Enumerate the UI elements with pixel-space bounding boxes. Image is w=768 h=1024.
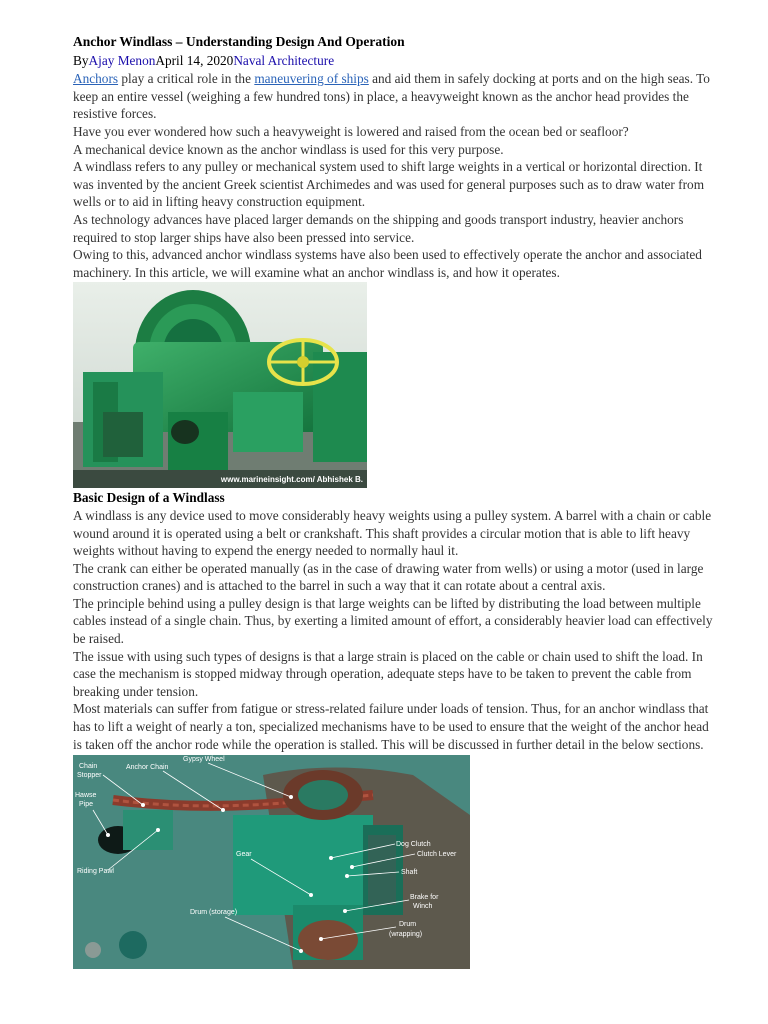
label-drum-wrap-2: (wrapping) <box>389 931 423 939</box>
article <box>73 33 713 969</box>
intro-paragraph-1 <box>73 70 713 123</box>
intro-paragraph-5: As technology advances have placed larger demands on the shipping and goods transport industry, heavier anchors required to stop larger ships have also been pressed into service. <box>73 211 684 245</box>
intro-text-1: play a critical role in the <box>118 71 255 87</box>
intro-paragraph-6: Owing to this, advanced anchor windlass systems have also been used to effectively operate the anchor and associated machinery. In this article, we will examine what an anchor windlass is, and how it operates. <box>73 247 702 280</box>
photo-watermark: www.marineinsight.com/ Abhishek B. <box>220 475 363 485</box>
windlass-labeled-diagram <box>73 755 470 969</box>
intro-paragraph-3: A mechanical device known as the anchor windlass is used for this very purpose. <box>73 141 504 157</box>
label-drum-wrap-1: Drum <box>399 921 417 929</box>
label-gypsy-wheel: Gypsy Wheel <box>183 756 225 764</box>
article-title: Anchor Windlass – Understanding Design And Operation <box>73 34 405 49</box>
section-paragraph-1: A windlass is any device used to move considerably heavy weights using a pulley system. A barrel with a chain or cable wound around it is operated using a belt or crankshaft. This shaft provides a circular motion that is able to lift heavy weights without having to expend the energy needed to normally haul it. <box>73 507 712 559</box>
publish-date: April 14, 2020 <box>155 52 234 68</box>
label-dog-clutch: Dog Clutch <box>396 841 431 849</box>
label-riding-pawl: Riding Pawl <box>77 868 114 876</box>
label-chain-stopper-2: Stopper <box>77 772 102 780</box>
section-paragraph-2: The crank can either be operated manually (as in the case of drawing water from wells) or using a motor (used in large construction cranes) and is attached to the barrel in such a way that it can rotate about a central axis. <box>73 560 704 594</box>
section-paragraph-3: The principle behind using a pulley design is that large weights can be lifted by distributing the load between multiple cables instead of a single chain. Thus, by exerting a limited amount of effort, a considerably heavier load can effectively be raised. <box>73 595 713 647</box>
byline <box>73 52 713 70</box>
windlass-photo <box>73 282 367 488</box>
intro-text-2: and aid them in safely docking at ports and on the high seas. To keep an entire vessel (weighing a few hundred tons) in place, a heavyweight known as the anchor head provides the resistive forces. <box>73 71 710 122</box>
label-brake-2: Winch <box>413 903 433 911</box>
maneuvering-link[interactable]: maneuvering of ships <box>254 71 369 87</box>
label-gear: Gear <box>236 851 252 859</box>
label-clutch-lever: Clutch Lever <box>417 851 457 859</box>
intro-paragraph-2: Have you ever wondered how such a heavyweight is lowered and raised from the ocean bed or seafloor? <box>73 123 629 139</box>
label-chain-stopper-1: Chain <box>79 763 98 771</box>
label-drum-storage: Drum (storage) <box>190 909 238 917</box>
label-hawse-pipe-2: Pipe <box>79 801 94 809</box>
label-hawse-pipe-1: Hawse <box>75 792 97 800</box>
label-shaft: Shaft <box>401 869 418 877</box>
intro-paragraph-4: A windlass refers to any pulley or mechanical system used to shift large weights in a vertical or horizontal direction. It was invented by the ancient Greek scientist Archimedes and was used for general purposes such as to draw water from wells or to aid in lifting heavy construction equipment. <box>73 159 705 210</box>
section-paragraph-5: Most materials can suffer from fatigue or stress-related failure under loads of tension. Thus, for an anchor windlass that has to lift a weight of nearly a ton, specialized mechanisms have to be used to ensure that the weight of the anchor head is taken off the anchor rode while the operation is stalled. This will be discussed in further detail in the below sections. <box>73 701 709 752</box>
section-heading: Basic Design of a Windlass <box>73 490 225 506</box>
anchors-link[interactable]: Anchors <box>73 71 119 87</box>
section-paragraph-4: The issue with using such types of designs is that a large strain is placed on the cable or chain used to shift the load. In case the mechanism is stopped midway through operation, adequate steps have to be taken to prevent the cable from breaking under tension. <box>73 648 703 699</box>
by-prefix: By <box>73 52 89 68</box>
label-brake-1: Brake for <box>410 894 439 902</box>
author-link[interactable]: Ajay Menon <box>88 52 156 68</box>
label-anchor-chain: Anchor Chain <box>126 764 169 772</box>
category-link[interactable]: Naval Architecture <box>233 52 335 68</box>
